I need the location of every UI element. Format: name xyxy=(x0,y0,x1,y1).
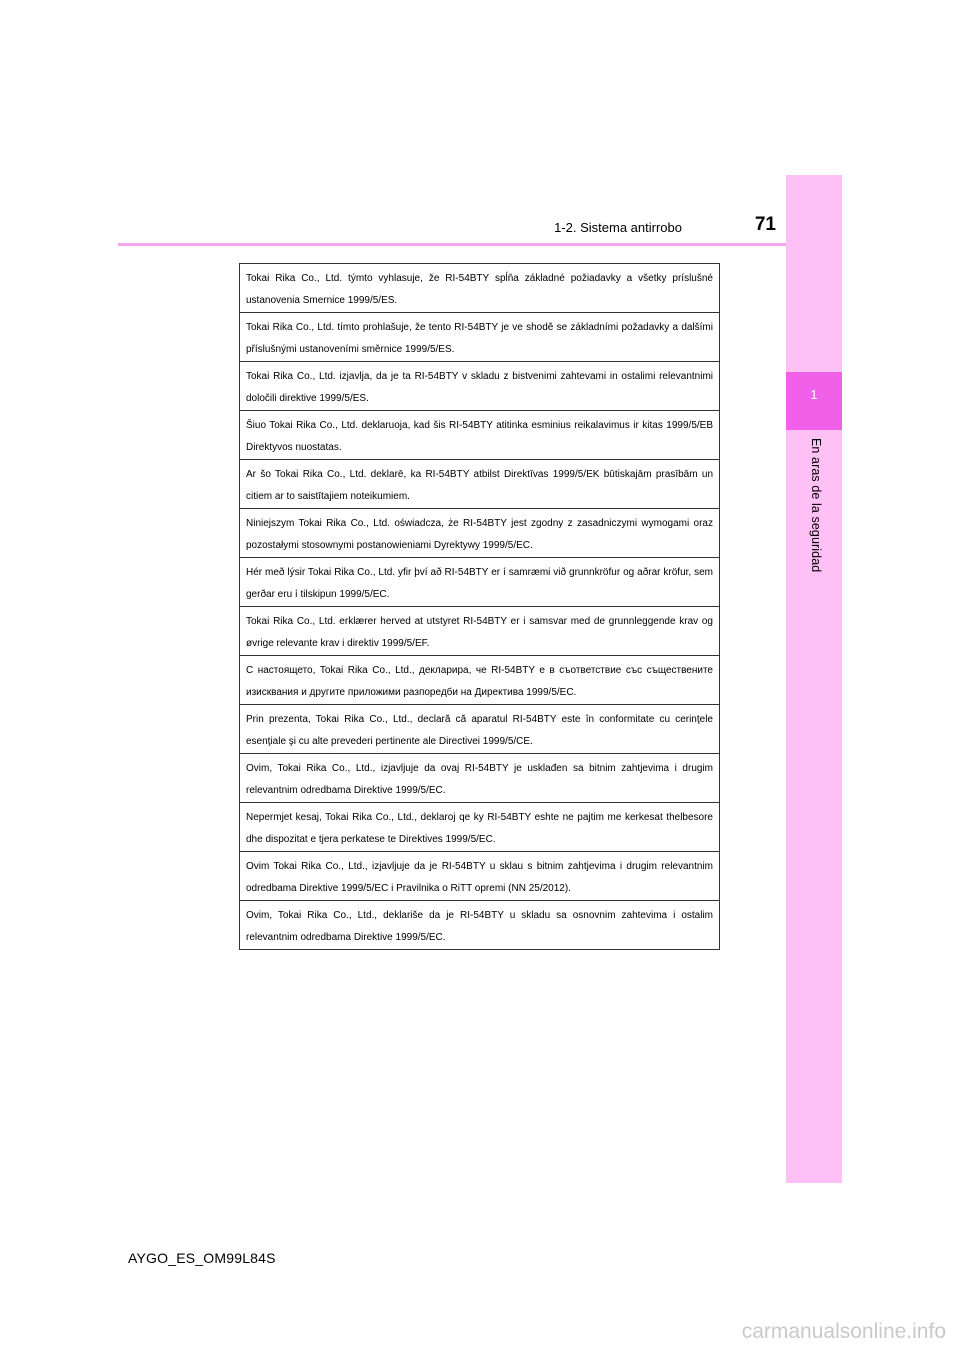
declaration-text: Ovim Tokai Rika Co., Ltd., izjavljuje da je RI-54BTY u sklau s bitnim zahtjevima i drugim relevantnim odredbama Direktive 1999/5/EC i Pravilnika o RiTT opremi (NN 25/2012). xyxy=(246,861,713,894)
declaration-text: Hér með lýsir Tokai Rika Co., Ltd. yfir því að RI-54BTY er í samræmi við grunnkröfur og aðrar kröfur, sem gerðar eru í tilskipun 1999/5/EC. xyxy=(246,567,713,600)
declaration-row xyxy=(240,705,720,754)
section-title: 1-2. Sistema antirrobo xyxy=(554,220,682,235)
declaration-row xyxy=(240,509,720,558)
declaration-text: Tokai Rika Co., Ltd. týmto vyhlasuje, že RI-54BTY spĺňa základné požiadavky a všetky príslušné ustanovenia Smernice 1999/5/ES. xyxy=(246,273,713,306)
declaration-text: Šiuo Tokai Rika Co., Ltd. deklaruoja, kad šis RI-54BTY atitinka esminius reikalavimus ir kitas 1999/5/EB Direktyvos nuostatas. xyxy=(246,420,713,453)
declaration-text: Prin prezenta, Tokai Rika Co., Ltd., declară că aparatul RI-54BTY este în conformitate cu cerinţele esenţiale şi cu alte prevederi pertinente ale Directivei 1999/5/CE. xyxy=(246,714,713,747)
declaration-text: Nepermjet kesaj, Tokai Rika Co., Ltd., deklaroj qe ky RI-54BTY eshte ne pajtim me kerkesat thelbesore dhe dispozitat e tjera perkatese te Direktives 1999/5/EC. xyxy=(246,812,713,845)
chapter-number: 1 xyxy=(810,387,818,402)
declaration-row xyxy=(240,411,720,460)
declaration-row xyxy=(240,264,720,313)
declaration-row xyxy=(240,852,720,901)
chapter-label: En aras de la seguridad xyxy=(809,438,823,573)
declaration-row xyxy=(240,803,720,852)
declaration-row xyxy=(240,901,720,950)
declarations-table xyxy=(239,263,720,950)
declaration-text: Niniejszym Tokai Rika Co., Ltd. oświadcza, że RI-54BTY jest zgodny z zasadniczymi wymogami oraz pozostałymi stosownymi postanowieniami Dyrektywy 1999/5/EC. xyxy=(246,518,713,551)
declaration-text: Tokai Rika Co., Ltd. erklærer herved at utstyret RI-54BTY er i samsvar med de grunnleggende krav og øvrige relevante krav i direktiv 1999/5/EF. xyxy=(246,616,713,649)
declaration-row xyxy=(240,460,720,509)
document-code: AYGO_ES_OM99L84S xyxy=(128,1250,276,1266)
declaration-row xyxy=(240,656,720,705)
declaration-text: Ovim, Tokai Rika Co., Ltd., izjavljuje da ovaj RI-54BTY je usklađen sa bitnim zahtjevima i drugim relevantnim odredbama Direktive 1999/5/EC. xyxy=(246,763,713,796)
declaration-row xyxy=(240,754,720,803)
declaration-text: Tokai Rika Co., Ltd. tímto prohlašuje, že tento RI-54BTY je ve shodě se základními požadavky a dalšími příslušnými ustanoveními směrnice 1999/5/ES. xyxy=(246,322,713,355)
declaration-row xyxy=(240,362,720,411)
declaration-text: Ovim, Tokai Rika Co., Ltd., deklariše da je RI-54BTY u skladu sa osnovnim zahtevima i ostalim relevantnim odredbama Direktive 1999/5/EC. xyxy=(246,910,713,943)
declaration-text: Ar šo Tokai Rika Co., Ltd. deklarē, ka RI-54BTY atbilst Direktīvas 1999/5/EK būtiskajām prasībām un citiem ar to saistītajiem noteikumiem. xyxy=(246,469,713,502)
declaration-row xyxy=(240,313,720,362)
chapter-side-band xyxy=(786,175,842,1183)
header-rule xyxy=(118,243,786,246)
declaration-text: С настоящето, Tokai Rika Co., Ltd., декларира, че RI-54BTY е в съответствие със съществените изисквания и другите приложими разпоредби на Директива 1999/5/ЕС. xyxy=(246,665,713,698)
declaration-text: Tokai Rika Co., Ltd. izjavlja, da je ta RI-54BTY v skladu z bistvenimi zahtevami in ostalimi relevantnimi določili direktive 1999/5/ES. xyxy=(246,371,713,404)
watermark: carmanualsonline.info xyxy=(741,1320,946,1343)
page-number: 71 xyxy=(754,214,776,235)
declaration-row xyxy=(240,607,720,656)
declaration-row xyxy=(240,558,720,607)
